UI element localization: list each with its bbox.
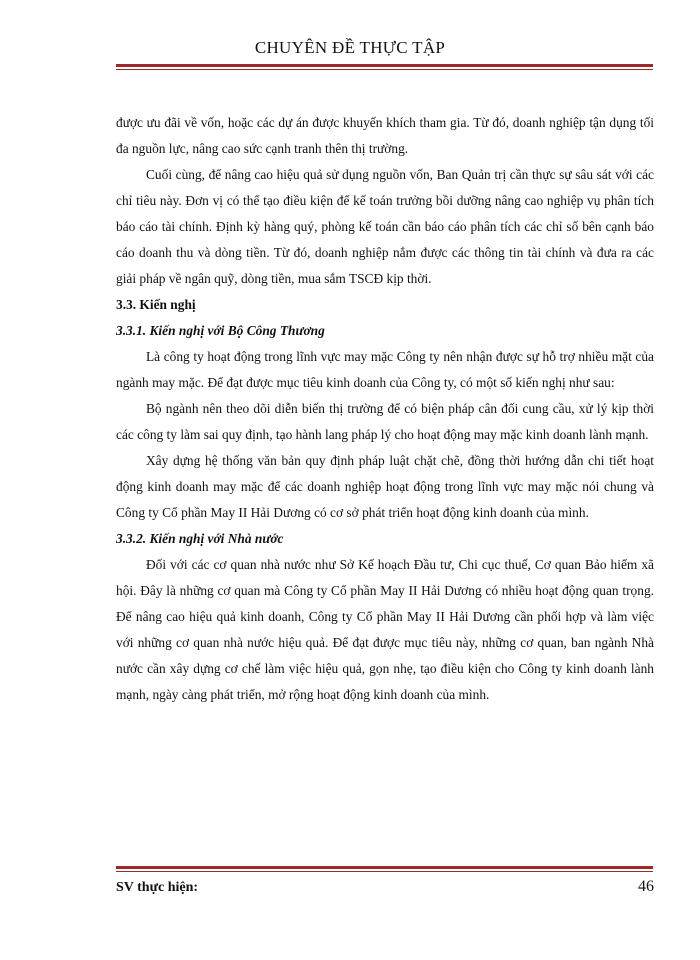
header-title: CHUYÊN ĐỀ THỰC TẬP bbox=[254, 38, 446, 57]
section-heading: 3.3. Kiến nghị bbox=[116, 297, 196, 312]
paragraph: được ưu đãi về vốn, hoặc các dự án được khuyến khích tham gia. Từ đó, doanh nghiệp tận dụng tối đa nguồn lực, nâng cao sức cạnh tranh thên thị trường. bbox=[116, 115, 654, 156]
footer-author-label: SV thực hiện: bbox=[116, 880, 199, 895]
paragraph: Xây dựng hệ thống văn bản quy định pháp luật chặt chẽ, đồng thời hướng dẫn chi tiết hoạt động kinh doanh may mặc để các doanh nghiệp hoạt động trong lĩnh vực may mặc nói chung và Công ty Cổ phần May II Hải Dương có cơ sở phát triển hoạt động kinh doanh của mình. bbox=[116, 453, 654, 520]
header-rule bbox=[116, 64, 653, 70]
page-content bbox=[116, 110, 654, 708]
subsection-heading: 3.3.1. Kiến nghị với Bộ Công Thương bbox=[116, 323, 325, 338]
paragraph: Đối với các cơ quan nhà nước như Sở Kế hoạch Đầu tư, Chi cục thuế, Cơ quan Bảo hiểm xã hội. Đây là những cơ quan mà Công ty Cổ phần May II Hải Dương có nhiều hoạt động quan trọng. Để nâng cao hiệu quả kinh doanh, Công ty Cổ phần May II Hải Dương cần phối hợp và làm việc với những cơ quan nhà nước hiệu quả. Để đạt được mục tiêu này, những cơ quan, ban ngành Nhà nước cần xây dựng cơ chế làm việc hiệu quả, gọn nhẹ, tạo điều kiện cho Công ty kinh doanh lành mạnh, ngày càng phát triển, mở rộng hoạt động kinh doanh của mình. bbox=[116, 557, 654, 702]
subsection-heading: 3.3.2. Kiến nghị với Nhà nước bbox=[116, 531, 284, 546]
paragraph: Bộ ngành nên theo dõi diễn biến thị trường để có biện pháp cân đối cung cầu, xử lý kịp thời các công ty làm sai quy định, tạo hành lang pháp lý cho hoạt động may mặc kinh doanh lành mạnh. bbox=[116, 401, 654, 442]
footer-rule bbox=[116, 866, 653, 872]
page-number: 46 bbox=[638, 878, 654, 895]
paragraph: Là công ty hoạt động trong lĩnh vực may mặc Công ty nên nhận được sự hỗ trợ nhiều mặt của ngành may mặc. Để đạt được mục tiêu kinh doanh của Công ty, có một số kiến nghị như sau: bbox=[116, 349, 654, 390]
paragraph: Cuối cùng, để nâng cao hiệu quả sử dụng nguồn vốn, Ban Quản trị cần thực sự sâu sát với các chỉ tiêu này. Đơn vị có thể tạo điều kiện để kế toán trưởng bồi dưỡng nâng cao nghiệp vụ phân tích báo cáo tài chính. Định kỳ hàng quý, phòng kế toán cần báo cáo phân tích các chỉ số bên cạnh báo cáo doanh thu và dòng tiền. Từ đó, doanh nghiệp nắm được các thông tin tài chính và đưa ra các giải pháp về ngân quỹ, dòng tiền, mua sắm TSCĐ kịp thời. bbox=[116, 167, 654, 286]
